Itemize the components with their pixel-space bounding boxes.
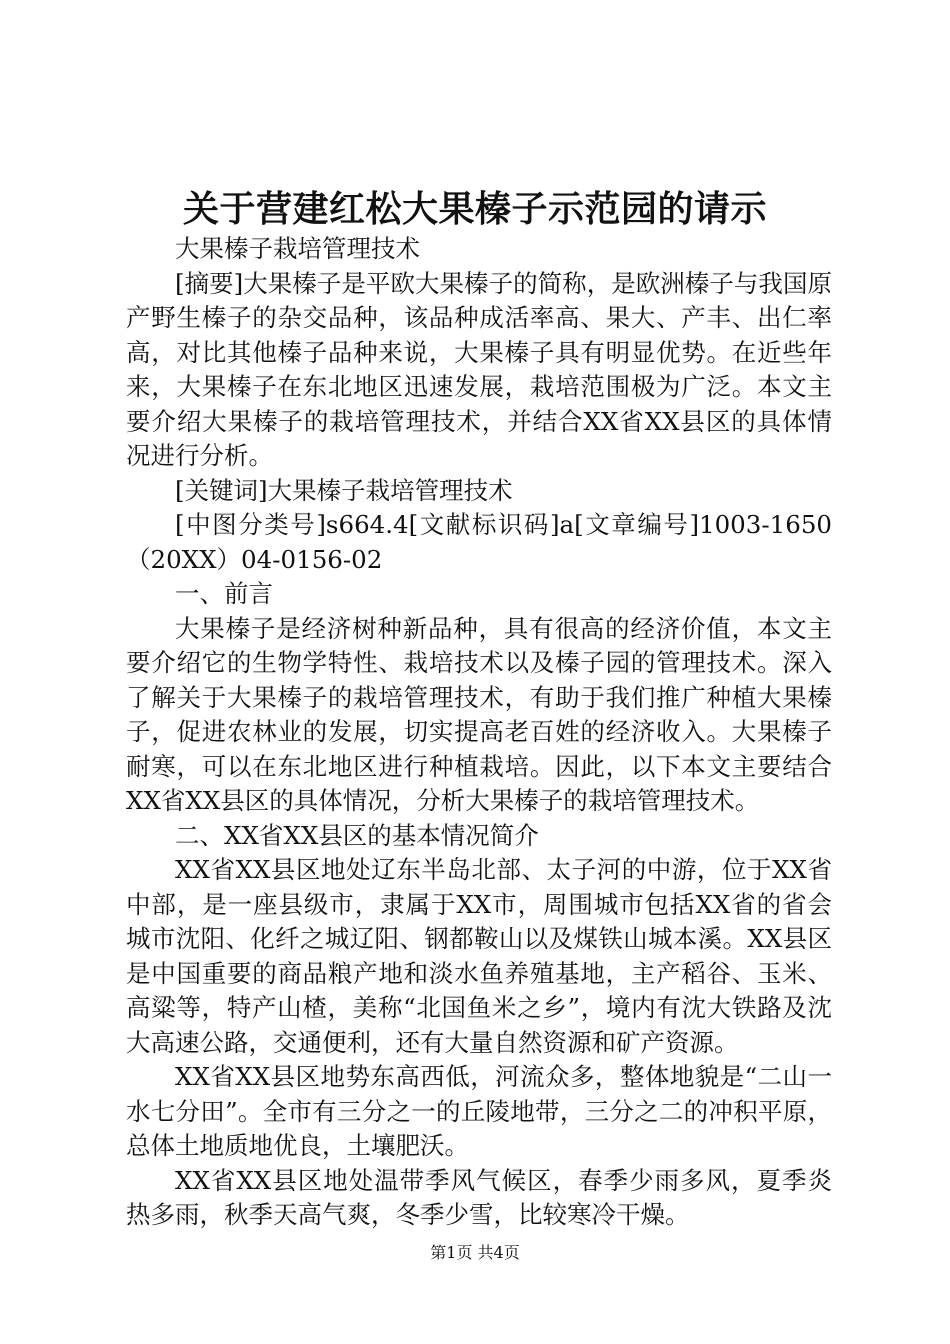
paragraph-preface: 大果榛子是经济树种新品种，具有很高的经济价值，本文主要介绍它的生物学特性、栽培技术以及榛子园的管理技术。深入了解关于大果榛子的栽培管理技术，有助于我们推广种植大果榛子，促进农林业的发展，切实提高老百姓的经济收入。大果榛子耐寒，可以在东北地区进行种植栽培。因此，以下本文主要结合XX省XX县区的具体情况，分析大果榛子的栽培管理技术。	[126, 613, 832, 815]
document-body	[126, 232, 832, 1233]
paragraph-region-climate: XX省XX县区地处温带季风气候区，春季少雨多风，夏季炎热多雨，秋季天高气爽，冬季少雪，比较寒冷干燥。	[126, 1165, 832, 1229]
page-number-footer: 第1页 共4页	[430, 1243, 520, 1262]
document-title: 关于营建红松大果榛子示范园的请示	[182, 188, 767, 230]
paragraph-subtitle: 大果榛子栽培管理技术	[175, 234, 420, 263]
paragraph-keywords: [关键词]大果榛子栽培管理技术	[175, 475, 513, 505]
heading-preface: 一、前言	[175, 579, 273, 608]
heading-region-overview: 二、XX省XX县区的基本情况简介	[175, 820, 539, 850]
paragraph-classification: [中图分类号]s664.4[文献标识码]a[文章编号]1003-1650（20XX）04-0156-02	[126, 510, 832, 574]
paragraph-region-location: XX省XX县区地处辽东半岛北部、太子河的中游，位于XX省中部，是一座县级市，隶属于XX市，周围城市包括XX省的省会城市沈阳、化纤之城辽阳、钢都鞍山以及煤铁山城本溪。XX县区是中国重要的商品粮产地和淡水鱼养殖基地，主产稻谷、玉米、高粱等，特产山楂，美称“北国鱼米之乡”，境内有沈大铁路及沈大高速公路，交通便利，还有大量自然资源和矿产资源。	[126, 855, 832, 1057]
paragraph-abstract: [摘要]大果榛子是平欧大果榛子的简称，是欧洲榛子与我国原产野生榛子的杂交品种，该品种成活率高、果大、产丰、出仁率高，对比其他榛子品种来说，大果榛子具有明显优势。在近些年来，大果榛子在东北地区迅速发展，栽培范围极为广泛。本文主要介绍大果榛子的栽培管理技术，并结合XX省XX县区的具体情况进行分析。	[126, 268, 832, 470]
paragraph-region-terrain: XX省XX县区地势东高西低，河流众多，整体地貌是“二山一水七分田”。全市有三分之一的丘陵地带，三分之二的冲积平原，总体土地质地优良，土壤肥沃。	[126, 1062, 832, 1160]
